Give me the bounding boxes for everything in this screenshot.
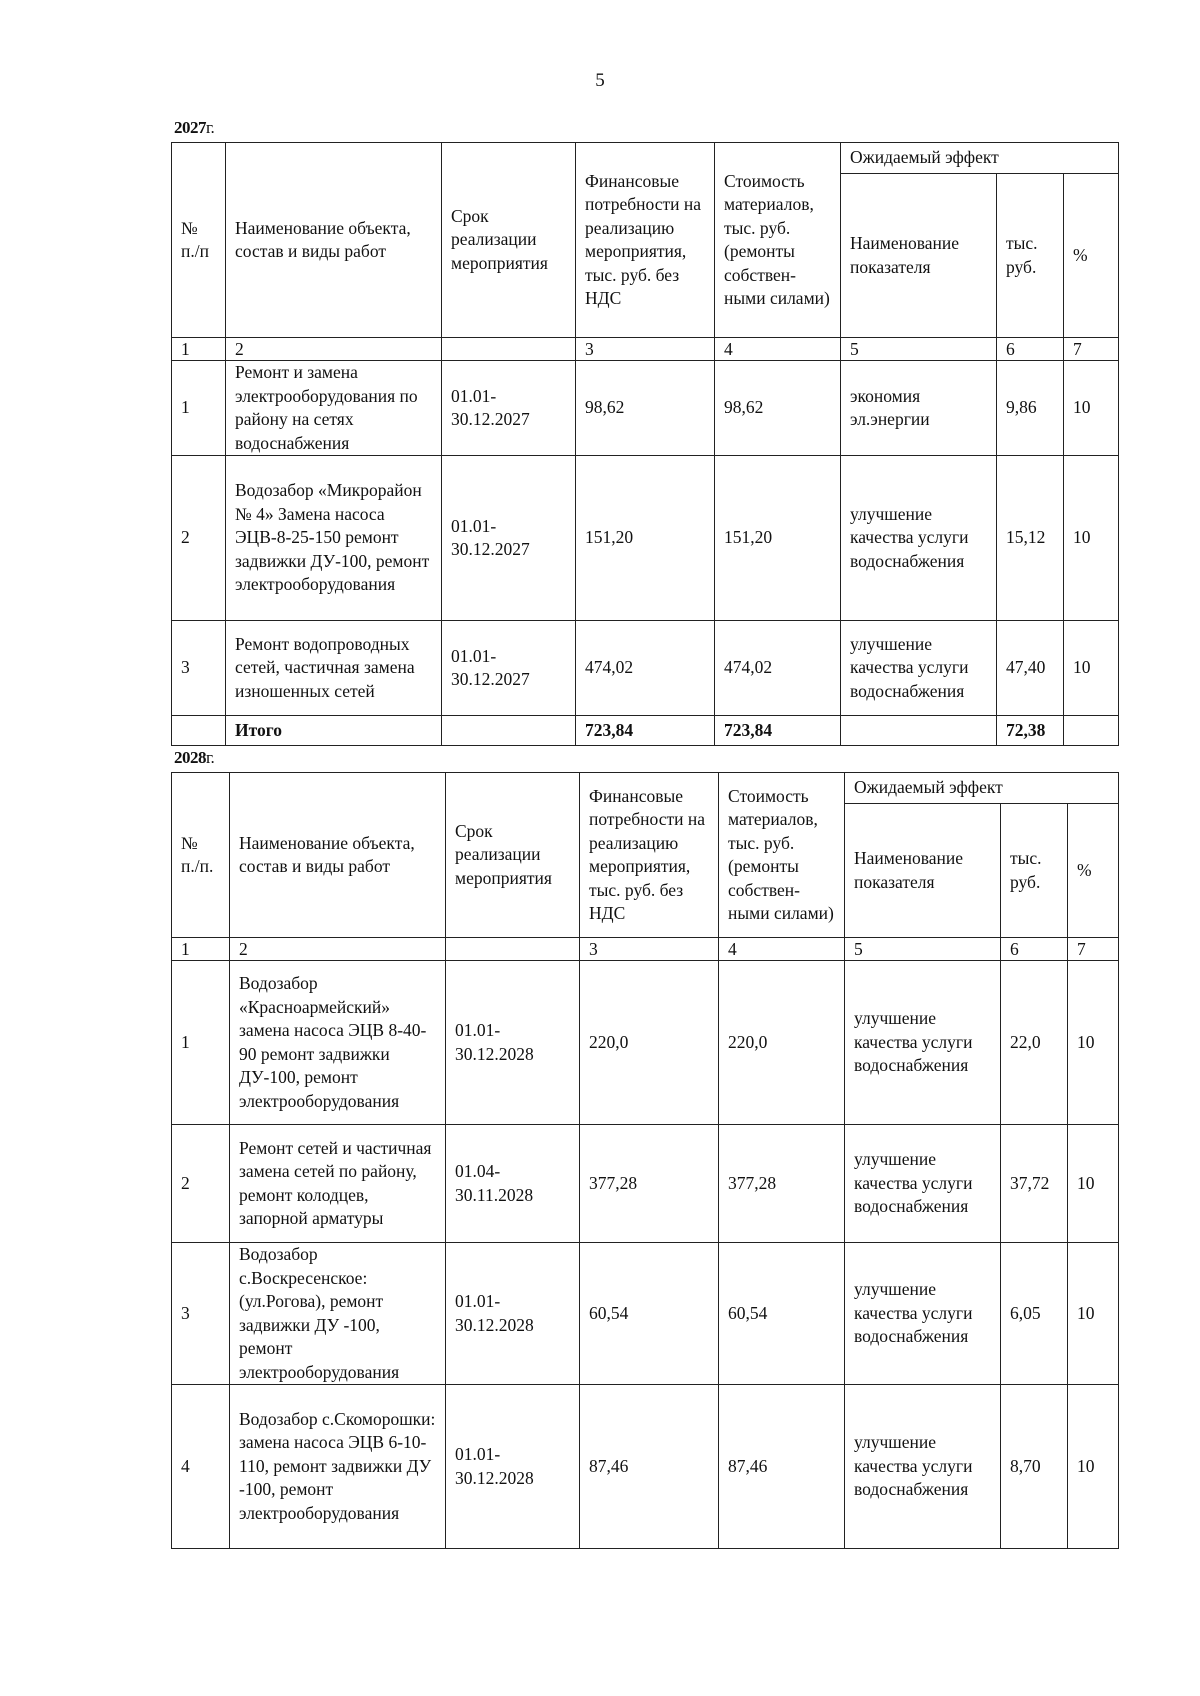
index-cell: 6 <box>1001 938 1068 961</box>
header-indicator: Наименование показателя <box>845 804 1001 938</box>
page-number: 5 <box>595 70 605 91</box>
row-num: 1 <box>172 361 226 456</box>
row-percent: 10 <box>1064 361 1119 456</box>
year-suffix: г. <box>206 748 215 767</box>
row-num: 2 <box>172 456 226 621</box>
row-name: Ремонт и замена электрооборудования по району на сетях водоснабжения <box>226 361 442 456</box>
index-cell <box>446 938 580 961</box>
works-table-2028 <box>171 772 1119 1549</box>
total-empty-cell <box>442 716 576 746</box>
row-materials: 60,54 <box>719 1243 845 1385</box>
row-term: 01.01-30.12.2028 <box>446 961 580 1125</box>
row-num: 3 <box>172 621 226 716</box>
table-row <box>172 1125 1119 1243</box>
index-cell <box>442 338 576 361</box>
index-cell: 2 <box>226 338 442 361</box>
row-indicator: улучшение качества услуги водоснабжения <box>845 1125 1001 1243</box>
table-row <box>172 961 1119 1125</box>
total-empty-cell <box>841 716 997 746</box>
index-cell: 3 <box>580 938 719 961</box>
index-cell: 2 <box>230 938 446 961</box>
row-percent: 10 <box>1068 961 1119 1125</box>
year-heading-2027 <box>174 118 214 138</box>
header-effect: Ожидаемый эффект <box>841 143 1119 174</box>
header-materials: Стоимость материалов, тыс. руб. (ремонты собствен-ными силами) <box>715 143 841 338</box>
header-effect: Ожидаемый эффект <box>845 773 1119 804</box>
year-suffix: г. <box>206 118 215 137</box>
row-finance: 151,20 <box>576 456 715 621</box>
header-num: № п./п. <box>172 773 230 938</box>
header-num: № п./п <box>172 143 226 338</box>
row-num: 4 <box>172 1385 230 1549</box>
index-cell: 5 <box>845 938 1001 961</box>
row-indicator: улучшение качества услуги водоснабжения <box>841 621 997 716</box>
row-indicator: улучшение качества услуги водоснабжения <box>845 961 1001 1125</box>
row-percent: 10 <box>1068 1385 1119 1549</box>
row-num: 1 <box>172 961 230 1125</box>
table-row <box>172 456 1119 621</box>
row-term: 01.04-30.11.2028 <box>446 1125 580 1243</box>
total-finance: 723,84 <box>576 716 715 746</box>
row-value: 9,86 <box>997 361 1064 456</box>
header-finance: Финансовые потребности на реализацию мероприятия, тыс. руб. без НДС <box>576 143 715 338</box>
header-term: Срок реализации мероприятия <box>442 143 576 338</box>
total-row <box>172 716 1119 746</box>
row-materials: 220,0 <box>719 961 845 1125</box>
total-label: Итого <box>226 716 442 746</box>
header-indicator: Наименование показателя <box>841 174 997 338</box>
header-name: Наименование объекта, состав и виды работ <box>226 143 442 338</box>
header-term: Срок реализации мероприятия <box>446 773 580 938</box>
row-indicator: улучшение качества услуги водоснабжения <box>841 456 997 621</box>
row-indicator: улучшение качества услуги водоснабжения <box>845 1385 1001 1549</box>
header-percent: % <box>1064 174 1119 338</box>
works-table-2027 <box>171 142 1119 746</box>
row-finance: 377,28 <box>580 1125 719 1243</box>
row-value: 37,72 <box>1001 1125 1068 1243</box>
row-term: 01.01-30.12.2028 <box>446 1385 580 1549</box>
index-cell: 1 <box>172 938 230 961</box>
header-materials: Стоимость материалов, тыс. руб. (ремонты собствен-ными силами) <box>719 773 845 938</box>
table-row <box>172 1243 1119 1385</box>
year-value: 2028 <box>174 748 206 767</box>
row-num: 3 <box>172 1243 230 1385</box>
row-percent: 10 <box>1068 1243 1119 1385</box>
row-term: 01.01-30.12.2027 <box>442 456 576 621</box>
row-finance: 98,62 <box>576 361 715 456</box>
row-finance: 474,02 <box>576 621 715 716</box>
header-thousand-rub: тыс. руб. <box>997 174 1064 338</box>
row-finance: 87,46 <box>580 1385 719 1549</box>
row-name: Ремонт водопроводных сетей, частичная замена изношенных сетей <box>226 621 442 716</box>
row-materials: 151,20 <box>715 456 841 621</box>
table-row <box>172 1385 1119 1549</box>
header-name: Наименование объекта, состав и виды работ <box>230 773 446 938</box>
header-percent: % <box>1068 804 1119 938</box>
row-name: Водозабор с.Скоморошки: замена насоса ЭЦВ 6-10-110, ремонт задвижки ДУ -100, ремонт электрооборудования <box>230 1385 446 1549</box>
index-cell: 7 <box>1068 938 1119 961</box>
total-value: 72,38 <box>997 716 1064 746</box>
total-empty-cell <box>172 716 226 746</box>
row-term: 01.01-30.12.2027 <box>442 621 576 716</box>
index-cell: 4 <box>719 938 845 961</box>
year-heading-2028 <box>174 748 214 768</box>
row-percent: 10 <box>1064 621 1119 716</box>
row-num: 2 <box>172 1125 230 1243</box>
row-value: 22,0 <box>1001 961 1068 1125</box>
year-value: 2027 <box>174 118 206 137</box>
index-cell: 4 <box>715 338 841 361</box>
index-cell: 5 <box>841 338 997 361</box>
row-value: 47,40 <box>997 621 1064 716</box>
table-row <box>172 621 1119 716</box>
row-indicator: улучшение качества услуги водоснабжения <box>845 1243 1001 1385</box>
row-materials: 474,02 <box>715 621 841 716</box>
row-value: 8,70 <box>1001 1385 1068 1549</box>
index-cell: 7 <box>1064 338 1119 361</box>
index-cell: 3 <box>576 338 715 361</box>
row-materials: 98,62 <box>715 361 841 456</box>
row-finance: 220,0 <box>580 961 719 1125</box>
index-cell: 1 <box>172 338 226 361</box>
header-thousand-rub: тыс. руб. <box>1001 804 1068 938</box>
row-percent: 10 <box>1068 1125 1119 1243</box>
index-cell: 6 <box>997 338 1064 361</box>
row-term: 01.01-30.12.2028 <box>446 1243 580 1385</box>
table-row <box>172 361 1119 456</box>
row-name: Водозабор с.Воскресенское: (ул.Рогова), ремонт задвижки ДУ -100, ремонт электрооборудования <box>230 1243 446 1385</box>
row-name: Водозабор «Красноармейский» замена насоса ЭЦВ 8-40-90 ремонт задвижки ДУ-100, ремонт электрооборудования <box>230 961 446 1125</box>
total-empty-cell <box>1064 716 1119 746</box>
row-value: 15,12 <box>997 456 1064 621</box>
header-finance: Финансовые потребности на реализацию мероприятия, тыс. руб. без НДС <box>580 773 719 938</box>
row-name: Ремонт сетей и частичная замена сетей по району, ремонт колодцев, запорной арматуры <box>230 1125 446 1243</box>
row-materials: 87,46 <box>719 1385 845 1549</box>
row-term: 01.01-30.12.2027 <box>442 361 576 456</box>
row-indicator: экономия эл.энергии <box>841 361 997 456</box>
row-name: Водозабор «Микрорайон № 4» Замена насоса ЭЦВ-8-25-150 ремонт задвижки ДУ-100, ремонт электрооборудования <box>226 456 442 621</box>
total-materials: 723,84 <box>715 716 841 746</box>
row-percent: 10 <box>1064 456 1119 621</box>
row-value: 6,05 <box>1001 1243 1068 1385</box>
row-materials: 377,28 <box>719 1125 845 1243</box>
row-finance: 60,54 <box>580 1243 719 1385</box>
